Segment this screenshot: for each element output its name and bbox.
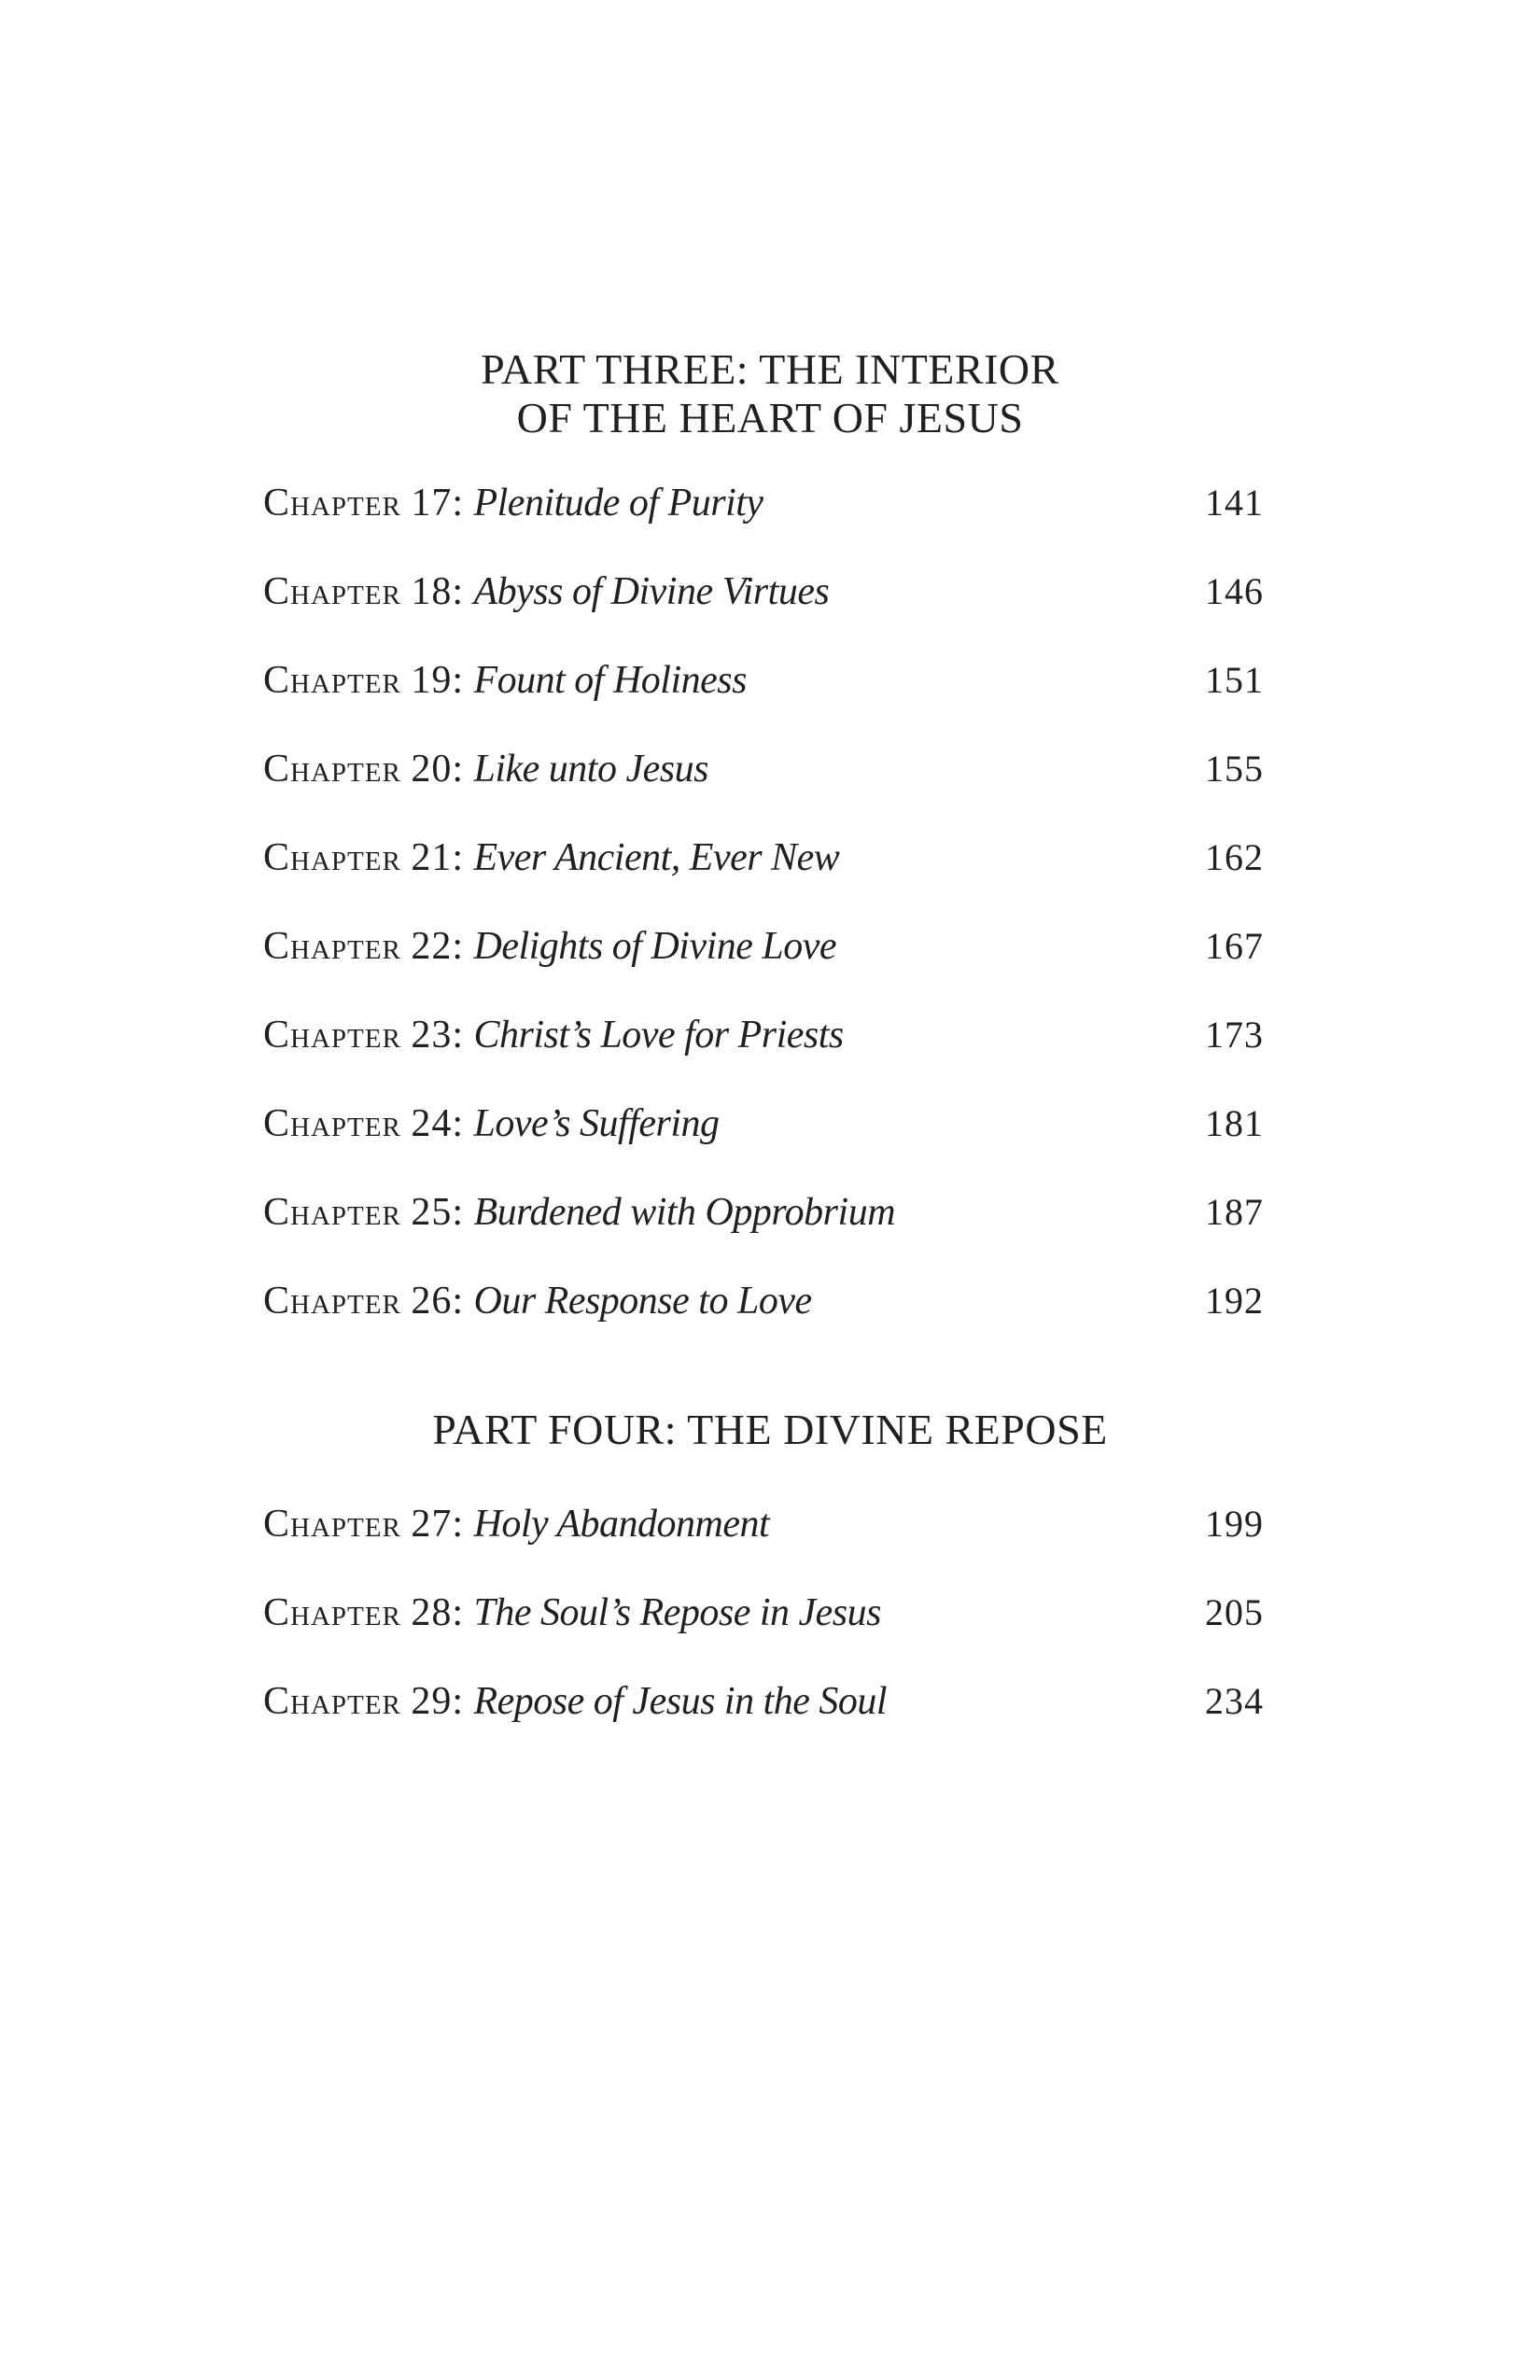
toc-entry-chapter-24[interactable] bbox=[263, 1096, 1264, 1152]
chapter-title: Delights of Divine Love bbox=[473, 925, 837, 968]
chapter-title: Plenitude of Purity bbox=[473, 482, 763, 525]
chapter-number: 22: bbox=[411, 925, 464, 968]
part-three-heading-line1: PART THREE: THE INTERIOR bbox=[481, 345, 1059, 393]
chapter-page-number: 146 bbox=[1205, 570, 1264, 612]
chapter-label: Chapter bbox=[263, 659, 401, 702]
chapter-label: Chapter bbox=[263, 836, 401, 879]
chapter-number: 18: bbox=[411, 570, 464, 613]
part-three-heading-line2: OF THE HEART OF JESUS bbox=[516, 394, 1024, 441]
chapter-label: Chapter bbox=[263, 748, 401, 791]
part-four-heading-line1: PART FOUR: THE DIVINE REPOSE bbox=[432, 1406, 1108, 1453]
chapter-number: 28: bbox=[411, 1591, 464, 1634]
toc-entry-chapter-23[interactable] bbox=[263, 1007, 1264, 1063]
chapter-number: 17: bbox=[411, 482, 464, 525]
chapter-number: 25: bbox=[411, 1191, 464, 1234]
chapter-page-number: 205 bbox=[1205, 1591, 1264, 1633]
toc-entry-chapter-29[interactable] bbox=[263, 1673, 1264, 1729]
chapter-label: Chapter bbox=[263, 1680, 401, 1723]
chapter-title: Holy Abandonment bbox=[473, 1503, 770, 1546]
chapter-number: 19: bbox=[411, 659, 464, 702]
chapter-title: Our Response to Love bbox=[473, 1280, 812, 1323]
chapter-label: Chapter bbox=[263, 1191, 401, 1234]
toc-entry-chapter-20[interactable] bbox=[263, 741, 1264, 797]
chapter-title: Like unto Jesus bbox=[473, 748, 708, 791]
chapter-number: 23: bbox=[411, 1014, 464, 1057]
toc-entry-chapter-28[interactable] bbox=[263, 1585, 1264, 1641]
chapter-number: 29: bbox=[411, 1680, 464, 1723]
chapter-label: Chapter bbox=[263, 1014, 401, 1057]
chapter-label: Chapter bbox=[263, 1102, 401, 1145]
chapter-page-number: 155 bbox=[1205, 748, 1264, 790]
chapter-page-number: 199 bbox=[1205, 1503, 1264, 1545]
toc-entry-chapter-22[interactable] bbox=[263, 918, 1264, 974]
chapter-page-number: 173 bbox=[1205, 1014, 1264, 1056]
chapter-number: 26: bbox=[411, 1280, 464, 1323]
chapter-title: Love’s Suffering bbox=[473, 1102, 720, 1145]
chapter-page-number: 141 bbox=[1205, 482, 1264, 524]
toc-entry-chapter-27[interactable] bbox=[263, 1496, 1264, 1552]
toc-entry-chapter-26[interactable] bbox=[263, 1273, 1264, 1329]
toc-entry-chapter-21[interactable] bbox=[263, 830, 1264, 886]
chapter-page-number: 192 bbox=[1205, 1280, 1264, 1322]
chapter-page-number: 162 bbox=[1205, 836, 1264, 878]
chapter-label: Chapter bbox=[263, 1503, 401, 1546]
chapter-label: Chapter bbox=[263, 1591, 401, 1634]
chapter-label: Chapter bbox=[263, 1280, 401, 1323]
chapter-number: 27: bbox=[411, 1503, 464, 1546]
toc-entry-chapter-17[interactable] bbox=[263, 475, 1264, 531]
chapter-page-number: 167 bbox=[1205, 925, 1264, 967]
chapter-number: 20: bbox=[411, 748, 464, 791]
part-three-heading bbox=[0, 345, 1540, 442]
chapter-title: The Soul’s Repose in Jesus bbox=[473, 1591, 881, 1634]
chapter-title: Fount of Holiness bbox=[473, 659, 747, 702]
chapter-page-number: 151 bbox=[1205, 659, 1264, 701]
chapter-label: Chapter bbox=[263, 482, 401, 525]
chapter-page-number: 187 bbox=[1205, 1191, 1264, 1233]
toc-entry-chapter-25[interactable] bbox=[263, 1184, 1264, 1240]
chapter-number: 21: bbox=[411, 836, 464, 879]
chapter-title: Repose of Jesus in the Soul bbox=[473, 1680, 888, 1723]
chapter-label: Chapter bbox=[263, 925, 401, 968]
chapter-number: 24: bbox=[411, 1102, 464, 1145]
toc-entry-chapter-18[interactable] bbox=[263, 564, 1264, 620]
chapter-title: Christ’s Love for Priests bbox=[473, 1014, 844, 1057]
chapter-title: Ever Ancient, Ever New bbox=[473, 836, 840, 879]
chapter-title: Burdened with Opprobrium bbox=[473, 1191, 896, 1234]
part-four-heading bbox=[0, 1406, 1540, 1454]
chapter-page-number: 234 bbox=[1205, 1680, 1264, 1722]
toc-entry-chapter-19[interactable] bbox=[263, 652, 1264, 708]
chapter-label: Chapter bbox=[263, 570, 401, 613]
chapter-page-number: 181 bbox=[1205, 1102, 1264, 1144]
chapter-title: Abyss of Divine Virtues bbox=[473, 570, 830, 613]
